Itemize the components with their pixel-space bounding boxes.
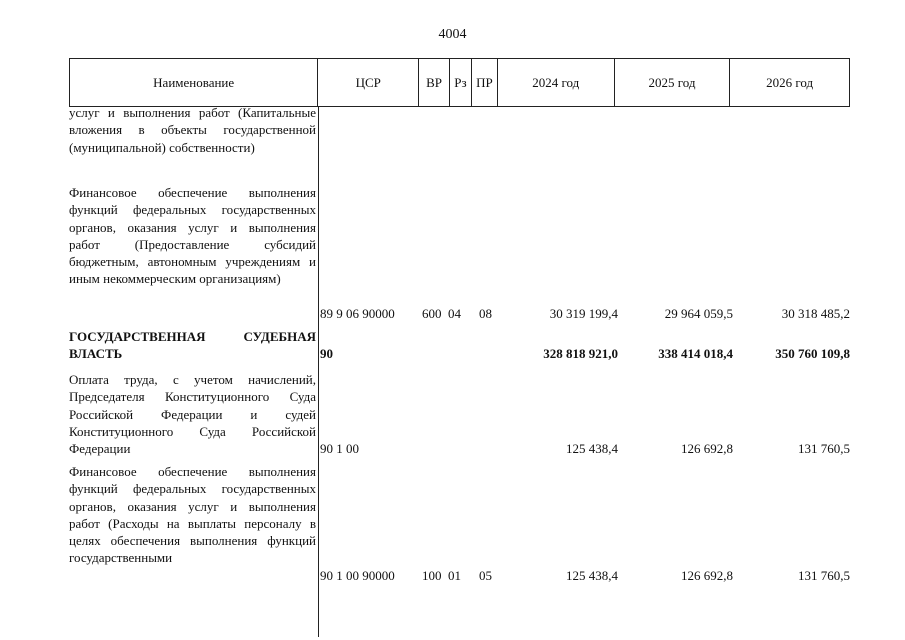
header-2024: 2024 год [498, 59, 615, 106]
row-vr-rz [422, 305, 461, 322]
row-value-2024: 30 319 199,4 [549, 306, 618, 321]
header-name: Наименование [70, 59, 318, 106]
row-value-2026: 131 760,5 [798, 568, 850, 583]
row-value-2026: 350 760 109,8 [775, 346, 850, 361]
row-value-2025: 126 692,8 [681, 568, 733, 583]
budget-table [69, 58, 850, 583]
header-csr: ЦСР [318, 59, 419, 106]
row-csr: 90 [320, 346, 333, 361]
header-2026: 2026 год [766, 74, 814, 90]
row-name: услуг и выполнения работ (Капитальные вложения в объекты государственной (муниципальной) собственности) [69, 105, 316, 155]
row-value-2024: 125 438,4 [566, 568, 618, 583]
header-vr: ВР [419, 59, 450, 106]
row-value-2026: 30 318 485,2 [781, 306, 850, 321]
row-name: Оплата труда, с учетом начислений, Председателя Конституционного Суда Российской Федерации и судей Конституционного Суда Российской Федерации [69, 372, 316, 457]
row-rz: 04 [448, 306, 461, 321]
row-name: Финансовое обеспечение выполнения функций федеральных государственных органов, оказания услуг и выполнения работ (Расходы на выплаты персоналу в целях обеспечения выполнения функций государственными [69, 464, 316, 566]
row-value-2025: 126 692,8 [681, 441, 733, 456]
row-pr: 08 [479, 306, 492, 321]
row-name: Финансовое обеспечение выполнения функций федеральных государственных органов, оказания услуг и выполнения работ (Предоставление субсидий бюджетным, автономным учреждениям и иным некоммерческим организациям) [69, 185, 316, 287]
header-pr: ПР [472, 59, 498, 106]
table-header [69, 58, 850, 107]
row-value-2025: 338 414 018,4 [658, 346, 733, 361]
row-pr: 05 [479, 568, 492, 583]
header-rz: Рз [450, 59, 472, 106]
row-value-2026: 131 760,5 [798, 441, 850, 456]
header-2025: 2025 год [615, 59, 731, 106]
row-vr: 600 [422, 306, 442, 321]
page-number: 4004 [438, 27, 467, 42]
row-csr: 89 9 06 90000 [320, 306, 395, 321]
row-rz: 01 [448, 568, 461, 583]
row-value-2024: 125 438,4 [566, 441, 618, 456]
row-name: ГОСУДАРСТВЕННАЯ СУДЕБНАЯ ВЛАСТЬ [69, 329, 316, 362]
row-csr: 90 1 00 90000 [320, 568, 395, 583]
row-vr-rz [422, 567, 461, 584]
row-value-2024: 328 818 921,0 [543, 346, 618, 361]
row-value-2025: 29 964 059,5 [664, 306, 733, 321]
row-vr: 100 [422, 568, 442, 583]
row-csr: 90 1 00 [320, 441, 359, 456]
